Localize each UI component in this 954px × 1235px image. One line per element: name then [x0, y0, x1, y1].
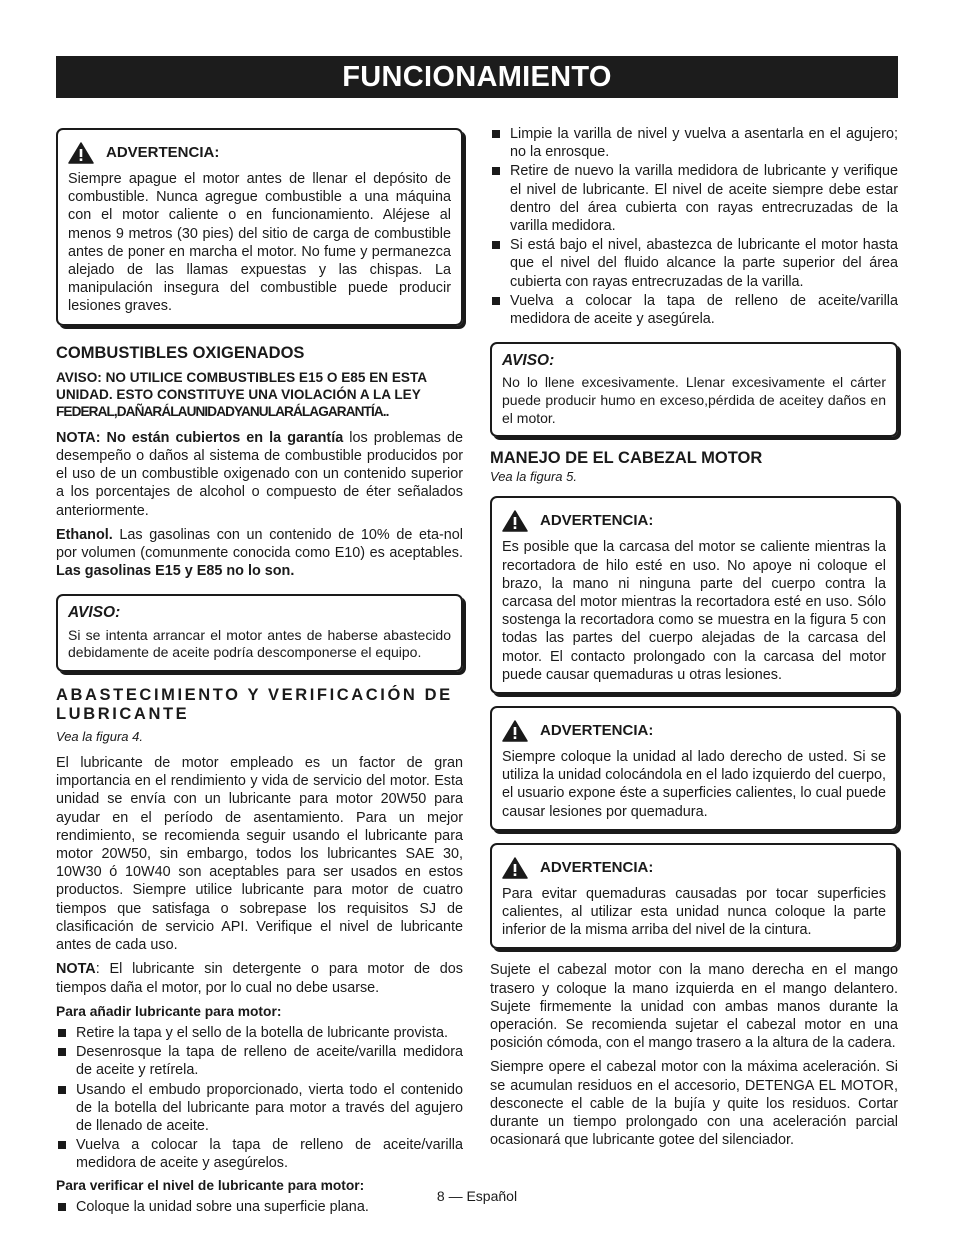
- warning-box-right-side: [490, 706, 898, 831]
- aviso-text: No lo llene excesivamente. Llenar excesivamente el cárter puede producir humo en exceso,pérdida de aceitey daños en el motor.: [502, 374, 886, 426]
- lubricant-note: NOTA: El lubricante sin detergente o para motor de dos tiempos daña el motor, por lo cual no debe usarse.: [56, 961, 463, 996]
- aviso-title: AVISO:: [68, 604, 121, 622]
- list-item: Coloque la unidad sobre una superficie plana.: [56, 1198, 463, 1216]
- operation-paragraph: Siempre opere el cabezal motor con la máxima aceleración. Si se acumulan residuos en el accesorio, DETENGA EL MOTOR, desconecte el cable de la bujía y quite los residuos. Cortar durante un tiempo prolongado con una aceleración parcial ocasionará que lubricante gotee del silenciador.: [490, 1059, 898, 1149]
- warning-title: ADVERTENCIA:: [540, 512, 654, 530]
- aviso-title: AVISO:: [502, 352, 555, 370]
- holding-paragraph: Sujete el cabezal motor con la mano derecha en el mango trasero y coloque la mano izquierda en el mango delantero. Sujete firmemente la unidad con ambas manos durante la operación. Se recomienda sujetar el cabezal motor en una posición cómoda, con el mango trasero a la altura de la cadera.: [490, 962, 898, 1052]
- list-item: Limpie la varilla de nivel y vuelva a asentarla en el agujero; no la enrosque.: [490, 125, 898, 161]
- warning-title: ADVERTENCIA:: [540, 721, 654, 739]
- list-item: Si está bajo el nivel, abastezca de lubricante el motor hasta que el nivel del fluido alcance la parte superior del área cubierta con rayas entrecruzadas de la varilla.: [490, 236, 898, 291]
- warning-triangle-icon: [502, 510, 528, 532]
- warning-title: ADVERTENCIA:: [106, 143, 220, 161]
- warning-text: Siempre apague el motor antes de llenar el depósito de combustible. Nunca agregue combustible a una máquina con el motor caliente o en funcionamiento. Aléjese al menos 9 metros (30 pies) del sitio de carga de combustible antes de poner en marcha el motor. No fume y permanezca alejado de las llamas expuestas y las chispas. La manipulación insegura del combustible puede producir lesiones graves.: [68, 171, 451, 315]
- warning-box-waist-level: [490, 843, 898, 950]
- section-heading-lubricant: ABASTECIMIENTO Y VERIFICACIÓN DE LUBRICANTE: [56, 685, 453, 723]
- page-footer: 8 — Español: [436, 1188, 518, 1204]
- list-item: Desenrosque la tapa de relleno de aceite/varilla medidora de aceite y retírela.: [56, 1043, 463, 1079]
- check-lubricant-list-continued: [490, 125, 898, 328]
- page-title: FUNCIONAMIENTO: [56, 56, 898, 98]
- figure-reference: Vea la figura 4.: [56, 728, 143, 744]
- check-lubricant-label: Para verificar el nivel de lubricante para motor:: [56, 1177, 365, 1193]
- left-column: [56, 128, 463, 1220]
- list-item: Retire la tapa y el sello de la botella de lubricante provista.: [56, 1024, 463, 1042]
- list-item: Vuelva a colocar la tapa de relleno de aceite/varilla medidora de aceite y asegúrelos.: [56, 1136, 463, 1172]
- add-lubricant-list: [56, 1024, 463, 1173]
- warning-triangle-icon: [502, 857, 528, 879]
- list-item: Vuelva a colocar la tapa de relleno de aceite/varilla medidora de aceite y asegúrela.: [490, 292, 898, 328]
- lubricant-paragraph: El lubricante de motor empleado es un factor de gran importancia en el rendimiento y vida de servicio del motor. Esta unidad se envía con un lubricante para motor 20W50 para ayudar en el período de asentamiento. Para un mejor rendimiento, se recomienda seguir usando el lubricante para motor 20W50, sin embargo, todos los lubricantes SAE 30, 10W30 ó 10W40 son aceptables para ser usados en estos productos. Siempre utilice lubricante para motor de cuatro tiempos que satisfaga o sobrepase los requisitos SJ de clasificación de servicio API. Verifique el nivel de lubricante antes de cada uso.: [56, 755, 463, 954]
- warning-triangle-icon: [502, 720, 528, 742]
- aviso-text: Si se intenta arrancar el motor antes de haberse abastecido debidamente de aceite podría descomponerse el equipo.: [68, 626, 451, 661]
- list-item: Retire de nuevo la varilla medidora de lubricante y verifique el nivel de lubricante. El nivel de aceite siempre debe estar dentro del área cubierta con rayas entrecruzadas de la varilla medidora.: [490, 162, 898, 235]
- warning-box-hot-housing: [490, 496, 898, 694]
- warning-triangle-icon: [68, 142, 94, 164]
- warning-title: ADVERTENCIA:: [540, 858, 654, 876]
- aviso-box-oil: [56, 594, 463, 671]
- warning-box-fuel: [56, 128, 463, 326]
- add-lubricant-label: Para añadir lubricante para motor:: [56, 1003, 282, 1019]
- list-item: Usando el embudo proporcionado, vierta todo el contenido de la botella del lubricante para motor a través del agujero de llenado de aceite.: [56, 1081, 463, 1136]
- figure-reference: Vea la figura 5.: [490, 469, 577, 485]
- ethanol-note: Ethanol. Las gasolinas con un contenido de 10% de eta-nol por volumen (comunmente conocida como E10) es aceptables. Las gasolinas E15 y E85 no lo son.: [56, 526, 463, 580]
- aviso-box-overfill: [490, 342, 898, 437]
- right-column: [490, 125, 898, 1156]
- warning-text: Para evitar quemaduras causadas por tocar superficies calientes, al utilizar esta unidad nunca coloque la parte inferior de la misma arriba del nivel de la cintura.: [502, 885, 886, 939]
- warning-text: Es posible que la carcasa del motor se caliente mientras la recortadora de hilo esté en uso. No apoye ni coloque el brazo, la mano ni ninguna parte del cuerpo contra la carcasa del motor mientras la recortadora esté en uso. Sólo sostenga la recortadora como se muestra en la figura 5 con todas las partes del cuerpo alejadas de la carcasa del motor. El contacto prolongado con la carcasa del motor puede causar quemaduras u otras lesiones.: [502, 539, 886, 683]
- warning-text: Siempre coloque la unidad al lado derecho de usted. Si se utiliza la unidad colocándola en el lado izquierdo del cuerpo, el usuario expone éste a superficies calientes, lo cual puede causar lesiones por quemadura.: [502, 749, 887, 820]
- fuel-notice: AVISO: NO UTILICE COMBUSTIBLES E15 O E85 EN ESTA UNIDAD. ESTO CONSTITUYE UNA VIOLACIÓN A LA LEY FEDERAL,DAÑARÁLAUNIDADYANULARÁLAGARANTÍA..: [56, 369, 427, 420]
- warranty-note: NOTA: No están cubiertos en la garantía los problemas de desempeño o daños al sistema de combustible producidos por el uso de un combustible oxigenado con un contenido superior a los porcentajes de alcohol o compuesto de éter señalados anteriormente.: [56, 429, 463, 519]
- section-heading-oxygenated: COMBUSTIBLES OXIGENADOS: [56, 343, 305, 362]
- section-heading-motor-head: MANEJO DE EL CABEZAL MOTOR: [490, 449, 763, 468]
